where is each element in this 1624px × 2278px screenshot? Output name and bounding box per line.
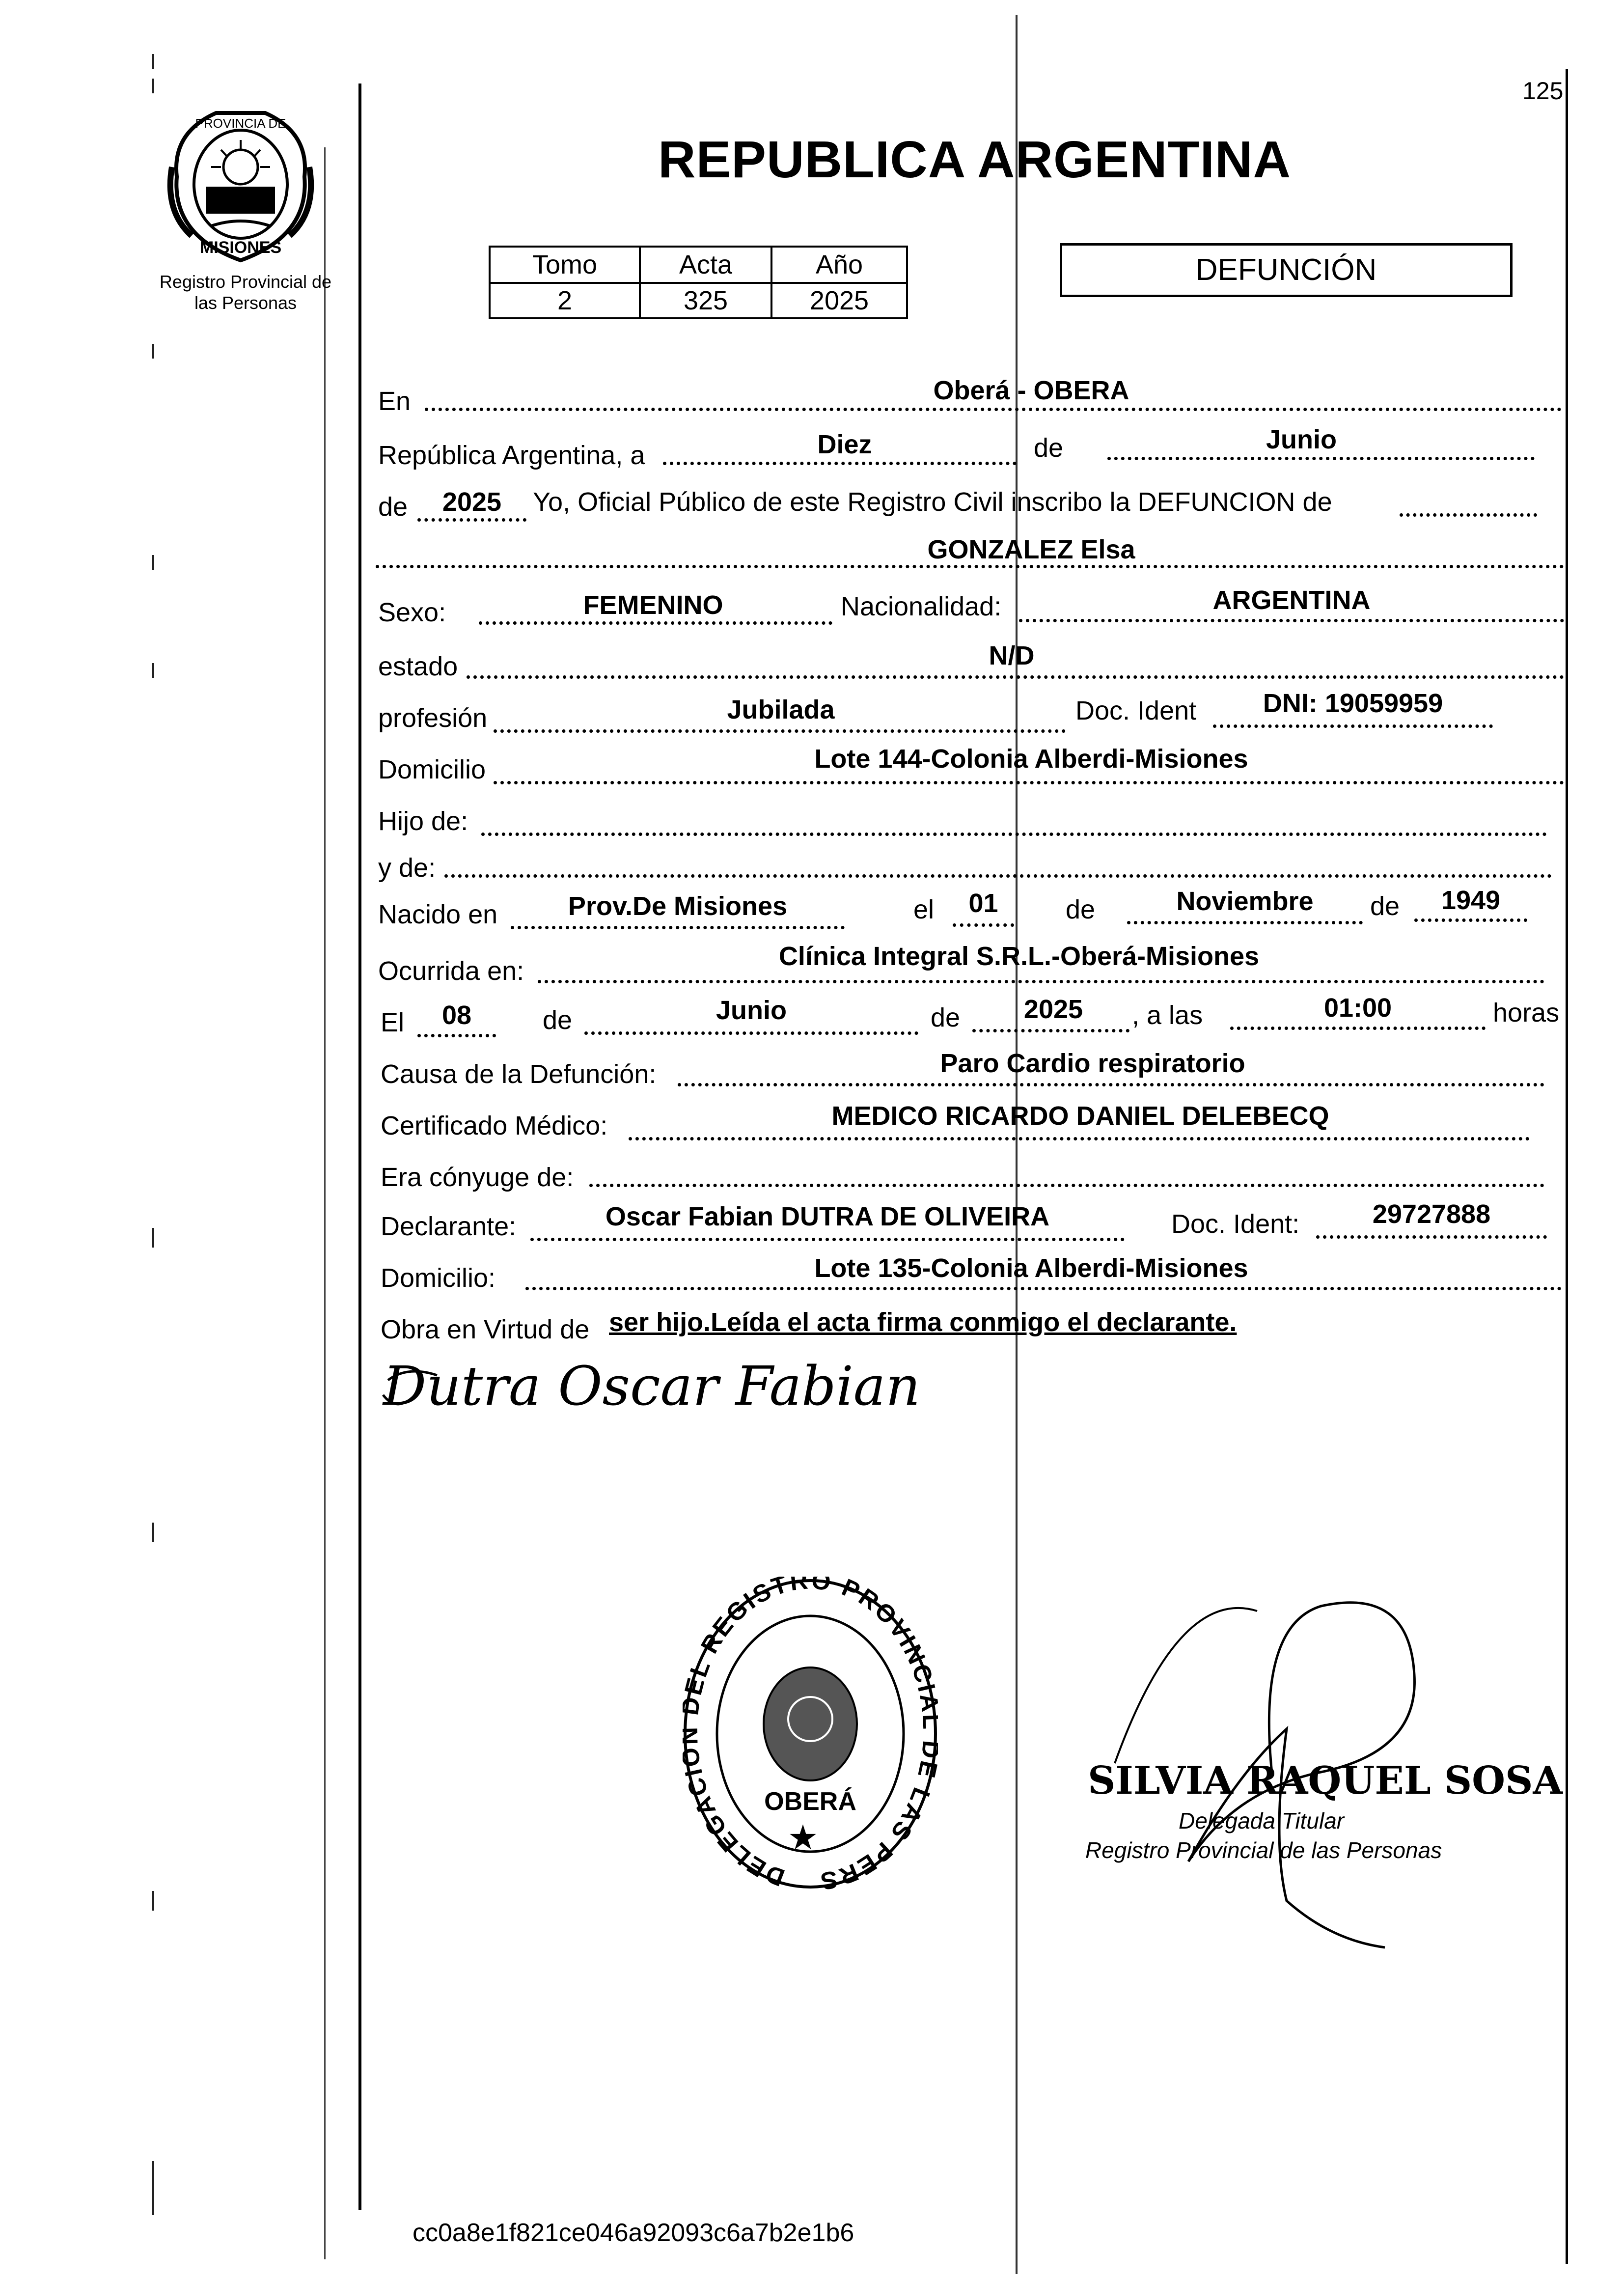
de3-label: de (543, 1005, 573, 1035)
sexo-value: FEMENINO (583, 590, 723, 620)
en-label: En (378, 387, 411, 416)
table-cell: 325 (640, 283, 771, 318)
birth-year-value: 1949 (1441, 886, 1501, 915)
conyuge-label: Era cónyuge de: (381, 1163, 574, 1192)
nacionalidad-value: ARGENTINA (1212, 585, 1371, 615)
de2-label: de (1370, 891, 1400, 921)
causa-value: Paro Cardio respiratorio (940, 1049, 1245, 1078)
province-crest-logo (162, 103, 319, 270)
svg-text:OBERÁ: OBERÁ (764, 1787, 856, 1816)
de1-label: de (1066, 895, 1096, 924)
birth-month-value: Noviembre (1176, 887, 1314, 916)
declarant-signature (378, 1346, 918, 1434)
domicilio-label: Domicilio (378, 755, 486, 784)
estado-label: estado (378, 652, 458, 681)
registry-label: Registro Provincial de las Personas (159, 272, 332, 313)
table-cell: 2025 (771, 283, 907, 318)
page-title: REPUBLICA ARGENTINA (658, 131, 1292, 189)
ocurrida-value: Clínica Integral S.R.L.-Oberá-Misiones (778, 942, 1260, 971)
page-number: 125 (1522, 77, 1564, 105)
doc2-label: Doc. Ident: (1171, 1209, 1300, 1239)
birth-day-value: 01 (968, 889, 998, 918)
certificado-value: MEDICO RICARDO DANIEL DELEBECQ (831, 1101, 1329, 1131)
certificado-label: Certificado Médico: (381, 1111, 608, 1140)
place-value: Oberá - OBERA (933, 376, 1129, 405)
svg-text:DELEGACION DEL REGISTRO PROVIN: DELEGAC L REGISTRO PROVINC LAS PERS (683, 1577, 938, 1891)
svg-text:★: ★ (787, 1818, 819, 1857)
alas-label: , a las (1132, 1000, 1203, 1030)
birthplace-value: Prov.De Misiones (568, 891, 788, 921)
right-margin-line (1566, 69, 1568, 2264)
table-header: Año (771, 247, 907, 283)
doc-label: Doc. Ident (1075, 696, 1197, 725)
death-day-value: 08 (441, 1000, 472, 1030)
el2-label: El (381, 1008, 405, 1037)
estado-value: N/D (989, 641, 1035, 670)
yde-label: y de: (378, 853, 436, 883)
form-left-rule (358, 83, 361, 2210)
el-label: el (913, 895, 935, 924)
svg-text:PROVINCIA DE: PROVINCIA DE (195, 116, 286, 131)
year-value: 2025 (442, 487, 502, 517)
doc-value: DNI: 19059959 (1263, 689, 1443, 718)
declarante-value: Oscar Fabian DUTRA DE OLIVEIRA (605, 1202, 1050, 1231)
intro-text: Yo, Oficial Público de este Registro Civil inscribo la DEFUNCION de (533, 487, 1332, 517)
de-label: de (1034, 433, 1064, 463)
month-word-value: Junio (1266, 425, 1337, 454)
official-office: Registro Provincial de las Personas (1085, 1837, 1442, 1863)
obra-label: Obra en Virtud de (381, 1315, 590, 1344)
ocurrida-label: Ocurrida en: (378, 956, 524, 986)
domicilio2-value: Lote 135-Colonia Alberdi-Misiones (814, 1253, 1248, 1283)
doc2-value: 29727888 (1372, 1199, 1491, 1229)
death-month-value: Junio (716, 996, 787, 1025)
profesion-label: profesión (378, 703, 488, 733)
horas-label: horas (1493, 998, 1560, 1028)
document-hash: cc0a8e1f821ce046a92093c6a7b2e1b6 (413, 2219, 854, 2247)
official-name: SILVIA RAQUEL SOSA (1088, 1758, 1563, 1803)
official-role: Delegada Titular (1179, 1808, 1345, 1834)
official-seal (683, 1577, 938, 1891)
causa-label: Causa de la Defunción: (381, 1059, 657, 1089)
obra-value: ser hijo.Leída el acta firma conmigo el declarante. (609, 1307, 1237, 1337)
profesion-value: Jubilada (727, 695, 835, 724)
table-cell: 2 (490, 283, 640, 318)
domicilio-value: Lote 144-Colonia Alberdi-Misiones (814, 744, 1248, 774)
nacido-label: Nacido en (378, 900, 498, 929)
table-header: Acta (640, 247, 771, 283)
hijo-label: Hijo de: (378, 806, 468, 836)
de4-label: de (931, 1003, 961, 1032)
domicilio2-label: Domicilio: (381, 1263, 496, 1293)
fold-line (1016, 15, 1018, 2274)
table-header: Tomo (490, 247, 640, 283)
record-type-box: DEFUNCIÓN (1060, 243, 1513, 297)
death-year-value: 2025 (1023, 995, 1083, 1024)
year-prefix: de (378, 492, 408, 522)
nacionalidad-label: Nacionalidad: (841, 592, 1002, 621)
svg-text:Dutra Oscar Fabian: Dutra Oscar Fabian (383, 1355, 918, 1417)
svg-text:MISIONES: MISIONES (199, 238, 282, 257)
record-table (489, 246, 908, 319)
declarante-label: Declarante: (381, 1212, 517, 1241)
sexo-label: Sexo: (378, 598, 446, 627)
republica-label: República Argentina, a (378, 441, 645, 470)
day-word-value: Diez (817, 430, 872, 459)
death-time-value: 01:00 (1323, 993, 1392, 1023)
deceased-name: GONZALEZ Elsa (927, 535, 1135, 564)
